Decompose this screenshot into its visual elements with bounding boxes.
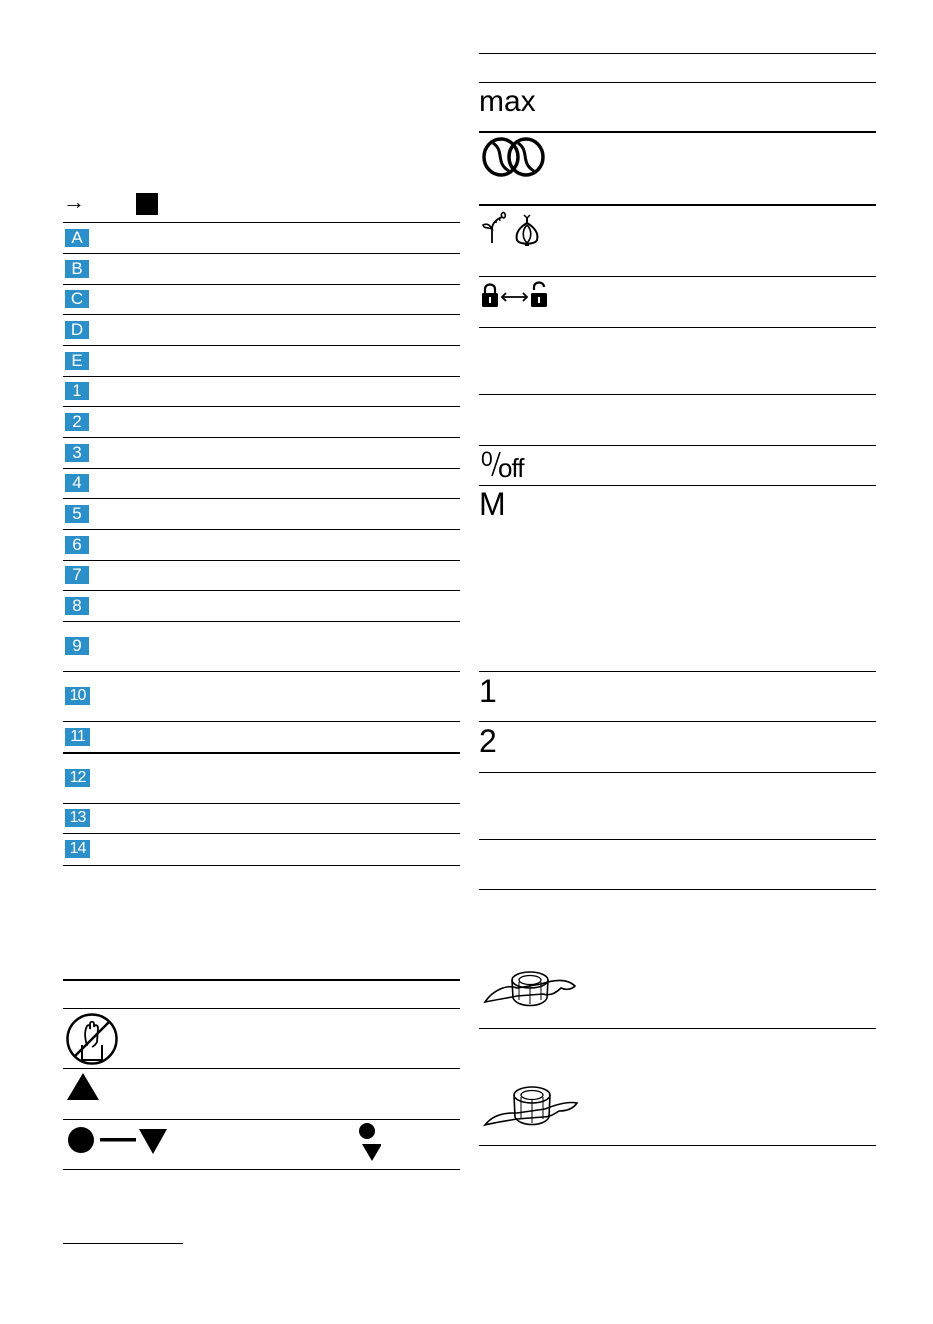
- component-badge: 7: [65, 566, 89, 584]
- lower-table-header-rule: [63, 1008, 460, 1009]
- component-badge: 3: [65, 444, 89, 462]
- legend-arrow: →: [63, 189, 85, 214]
- table-row: [63, 721, 460, 752]
- chopping-blade-icon: [483, 968, 577, 1016]
- table-row-rule: [63, 865, 460, 866]
- right-rule-beans: [479, 204, 876, 206]
- component-badge: A: [65, 229, 89, 247]
- lower-row-rule-2: [63, 1119, 460, 1120]
- right-rule-blade1: [479, 1028, 876, 1029]
- component-badge: 9: [65, 637, 89, 655]
- right-table-top-rule: [479, 53, 876, 54]
- speed-1-symbol: 1: [479, 673, 497, 709]
- grinding-blade-icon: [483, 1083, 579, 1133]
- component-badge: 5: [65, 505, 89, 523]
- right-rule-blank-4: [479, 889, 876, 890]
- table-row: [63, 833, 460, 865]
- component-badge: 11: [65, 728, 90, 746]
- triangle-marker-icon: [67, 1073, 99, 1100]
- right-rule-off: [479, 485, 876, 486]
- table-row: [63, 498, 460, 529]
- footnote-rule: [63, 1243, 183, 1244]
- table-row: [63, 621, 460, 671]
- right-rule-max: [479, 131, 876, 133]
- component-badge: 4: [65, 474, 89, 492]
- component-badge: D: [65, 321, 89, 339]
- dot-dash-triangle-alignment-icon: [67, 1126, 171, 1156]
- right-rule-blank-1: [479, 394, 876, 395]
- table-row: [63, 406, 460, 437]
- table-row: [63, 803, 460, 833]
- table-row: [63, 560, 460, 590]
- right-rule-blank-3: [479, 839, 876, 840]
- off-label: off: [498, 453, 524, 483]
- table-row: [63, 314, 460, 345]
- lock-unlock-icon: [481, 281, 547, 309]
- right-rule-lock: [479, 327, 876, 328]
- coffee-beans-icon: [481, 137, 547, 177]
- components-table: [63, 222, 460, 865]
- right-table-header-rule: [479, 82, 876, 83]
- component-badge: 2: [65, 413, 89, 431]
- table-row: [63, 529, 460, 560]
- speed-2-symbol: 2: [479, 723, 497, 759]
- right-rule-m: [479, 671, 876, 672]
- component-badge: 8: [65, 597, 89, 615]
- right-table-bottom-rule: [479, 1145, 876, 1146]
- table-row: [63, 590, 460, 621]
- off-switch-symbol: [481, 449, 541, 483]
- off-zero: 0: [481, 448, 493, 471]
- table-row: [63, 437, 460, 468]
- no-hand-in-container-icon: [65, 1012, 119, 1066]
- herbs-onion-icon: [482, 211, 544, 249]
- table-row: [63, 468, 460, 498]
- right-column: [479, 0, 876, 1324]
- component-badge: C: [65, 290, 89, 308]
- table-row: [63, 752, 460, 803]
- table-row: [63, 671, 460, 721]
- component-badge: 12: [65, 769, 90, 787]
- lower-row-rule-1: [63, 1068, 460, 1069]
- component-badge: 14: [65, 840, 90, 858]
- table-row: [63, 345, 460, 376]
- dot-over-triangle-icon: [357, 1122, 381, 1162]
- component-badge: 13: [65, 809, 90, 827]
- legend-black-square-icon: [136, 193, 158, 215]
- right-rule-2: [479, 772, 876, 773]
- right-rule-herbs: [479, 276, 876, 277]
- table-row: [63, 284, 460, 314]
- component-badge: E: [65, 352, 89, 370]
- component-badge: 10: [65, 687, 90, 705]
- mode-m-symbol: M: [479, 486, 506, 522]
- component-badge: B: [65, 260, 89, 278]
- right-rule-blank-2: [479, 445, 876, 446]
- component-badge: 1: [65, 382, 89, 400]
- max-symbol: max: [479, 85, 536, 118]
- component-badge: 6: [65, 536, 89, 554]
- table-row: [63, 253, 460, 284]
- left-column: [63, 0, 460, 1324]
- table-row: [63, 376, 460, 406]
- lower-table-bottom-rule: [63, 1169, 460, 1170]
- right-rule-1: [479, 721, 876, 722]
- lower-table-top-rule: [63, 979, 460, 981]
- table-row: [63, 222, 460, 253]
